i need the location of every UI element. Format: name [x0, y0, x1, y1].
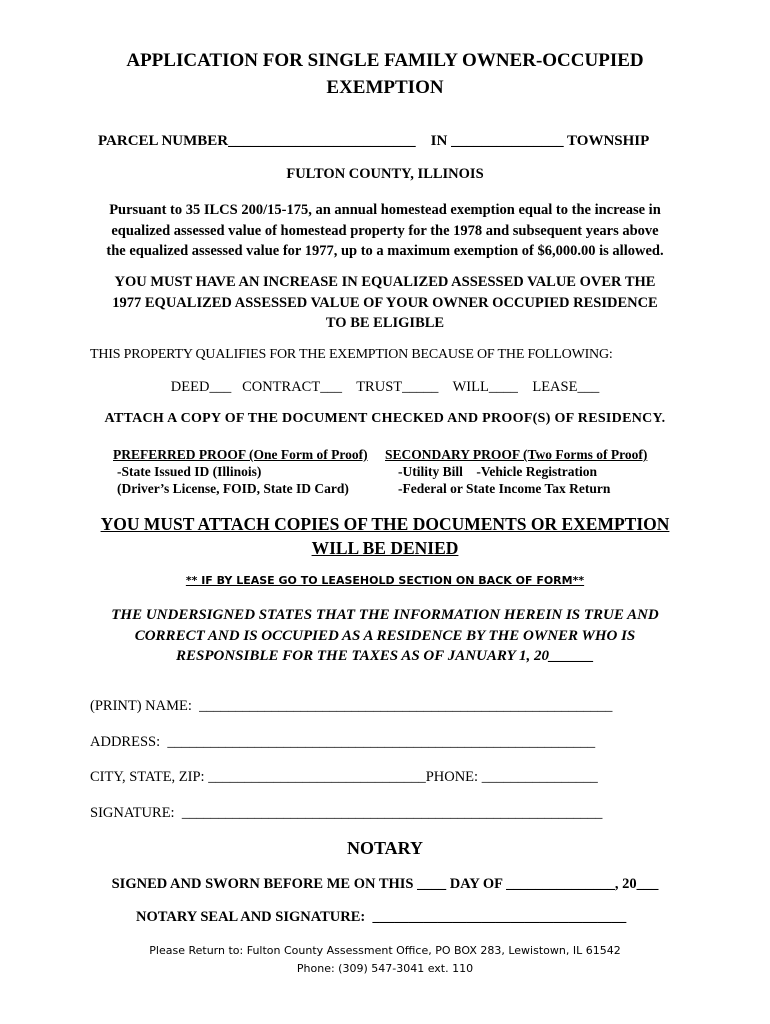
- return-address: Please Return to: Fulton County Assessment Office, PO BOX 283, Lewistown, IL 61542: [149, 944, 621, 957]
- preferred-proof-heading: PREFERRED PROOF (One Form of Proof): [113, 447, 368, 462]
- qualify-type-options[interactable]: DEED___ CONTRACT___ TRUST_____ WILL____ LEASE___: [170, 379, 600, 395]
- secondary-proof-item1: -Utility Bill -Vehicle Registration: [398, 464, 597, 479]
- eligibility-line1: YOU MUST HAVE AN INCREASE IN EQUALIZED ASSESSED VALUE OVER THE: [114, 274, 656, 290]
- statute-line1: Pursuant to 35 ILCS 200/15-175, an annual homestead exemption equal to the increase in: [109, 202, 661, 218]
- eligibility-paragraph: [0, 272, 770, 334]
- secondary-proof-block: [385, 446, 647, 497]
- county-heading: FULTON COUNTY, ILLINOIS: [286, 166, 484, 182]
- statute-paragraph: [0, 200, 770, 262]
- eligibility-line3: TO BE ELIGIBLE: [325, 315, 445, 331]
- lease-note: ** IF BY LEASE GO TO LEASEHOLD SECTION ON BACK OF FORM**: [185, 574, 585, 587]
- form-title: [0, 47, 770, 101]
- preferred-proof-item2: (Driver’s License, FOID, State ID Card): [117, 481, 349, 496]
- secondary-proof-heading: SECONDARY PROOF (Two Forms of Proof): [385, 447, 648, 462]
- sworn-date-line[interactable]: SIGNED AND SWORN BEFORE ME ON THIS ____ DAY OF _______________, 20___: [111, 876, 659, 892]
- signature-field[interactable]: SIGNATURE: __________________________________________________________: [90, 805, 603, 821]
- notary-seal-signature-field[interactable]: NOTARY SEAL AND SIGNATURE: ___________________________________: [136, 909, 627, 925]
- attestation-line3[interactable]: RESPONSIBLE FOR THE TAXES AS OF JANUARY 1, 20______: [175, 648, 595, 664]
- attach-warning: [0, 512, 770, 560]
- attach-warning-line2: WILL BE DENIED: [311, 538, 459, 558]
- preferred-proof-item1: -State Issued ID (Illinois): [117, 464, 262, 479]
- preferred-proof-block: [113, 446, 368, 497]
- attestation-line2: CORRECT AND IS OCCUPIED AS A RESIDENCE BY THE OWNER WHO IS: [134, 627, 636, 644]
- eligibility-line2: 1977 EQUALIZED ASSESSED VALUE OF YOUR OWNER OCCUPIED RESIDENCE: [112, 294, 658, 311]
- qualifies-text: THIS PROPERTY QUALIFIES FOR THE EXEMPTION BECAUSE OF THE FOLLOWING:: [90, 347, 613, 362]
- form-title-line2: EXEMPTION: [326, 77, 444, 98]
- attach-warning-line1: YOU MUST ATTACH COPIES OF THE DOCUMENTS OR EXEMPTION: [100, 514, 670, 534]
- secondary-proof-item2: -Federal or State Income Tax Return: [398, 481, 611, 496]
- attestation-line1: THE UNDERSIGNED STATES THAT THE INFORMATION HEREIN IS TRUE AND: [111, 607, 659, 623]
- notary-heading: NOTARY: [346, 838, 424, 858]
- print-name-field[interactable]: (PRINT) NAME: _________________________________________________________: [90, 698, 613, 714]
- attach-instruction: ATTACH A COPY OF THE DOCUMENT CHECKED AND PROOF(S) OF RESIDENCY.: [104, 411, 666, 426]
- form-title-line1: APPLICATION FOR SINGLE FAMILY OWNER-OCCUPIED: [126, 50, 644, 71]
- statute-line3: the equalized assessed value for 1977, up to a maximum exemption of $6,000.00 is allowed.: [106, 243, 664, 259]
- statute-line2: equalized assessed value of homestead property for the 1978 and subsequent years above: [111, 222, 659, 239]
- parcel-township-line[interactable]: PARCEL NUMBER_________________________ IN _______________ TOWNSHIP: [98, 133, 650, 149]
- address-field[interactable]: ADDRESS: ___________________________________________________________: [90, 734, 596, 750]
- city-state-zip-phone-field[interactable]: CITY, STATE, ZIP: ______________________________PHONE: ________________: [90, 769, 598, 785]
- office-phone: Phone: (309) 547-3041 ext. 110: [296, 962, 474, 975]
- return-address-footer: [0, 942, 770, 978]
- attestation-statement: [0, 605, 770, 667]
